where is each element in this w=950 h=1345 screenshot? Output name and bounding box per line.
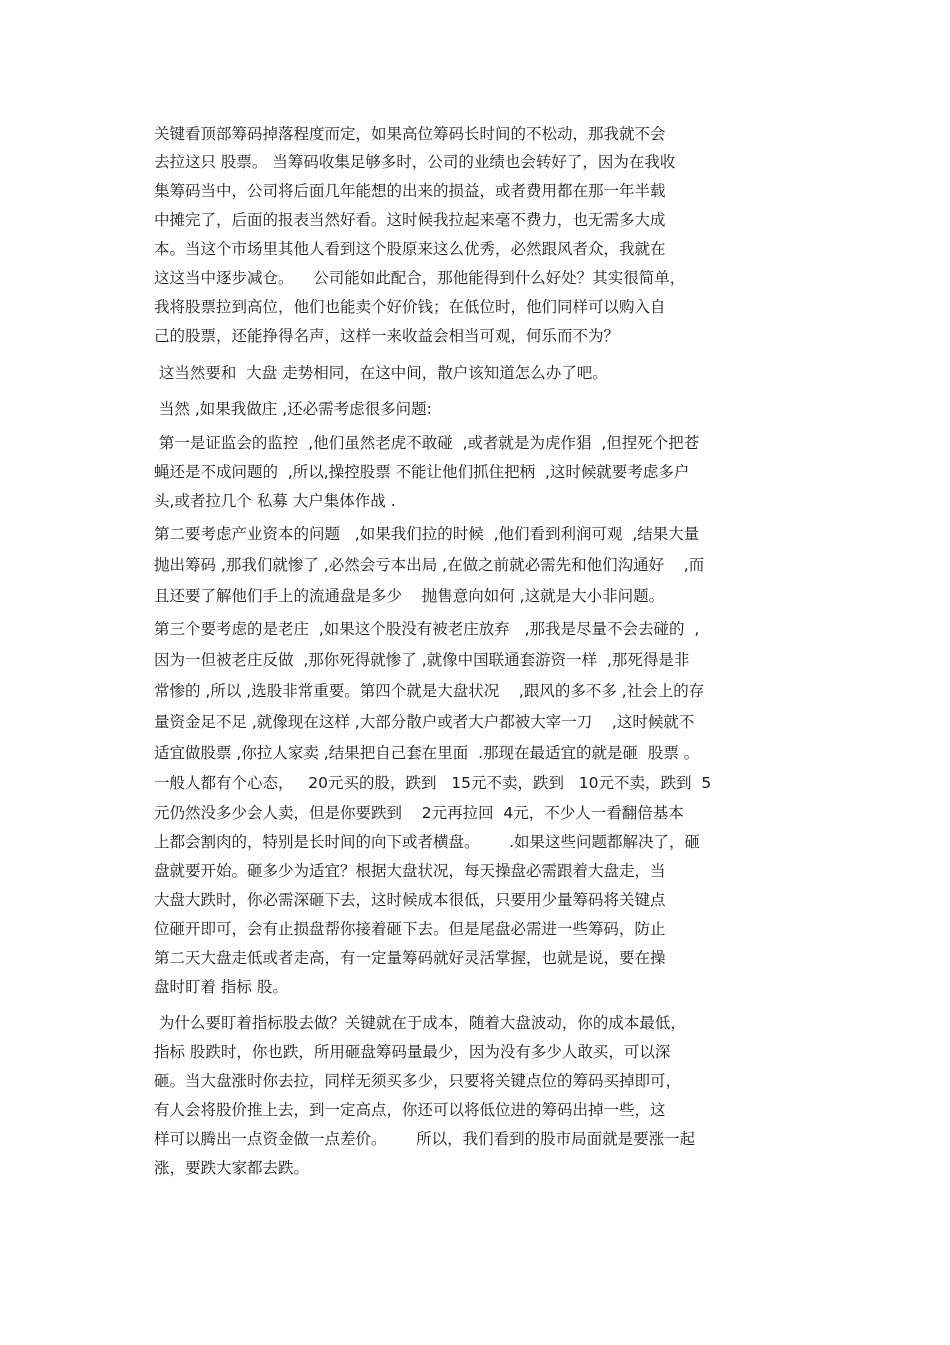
text-line: 我将股票拉到高位，他们也能卖个好价钱；在低位时，他们同样可以购入自 bbox=[154, 298, 666, 316]
text-line: 当然 ,如果我做庄 ,还必需考虑很多问题: bbox=[154, 400, 432, 418]
text-line: 第三个要考虑的是老庄 ,如果这个股没有被老庄放弃 ,那我是尽量不会去碰的 , bbox=[154, 620, 700, 638]
text-line: 一般人都有个心态， 20元买的股，跌到 15元不卖，跌到 10元不卖，跌到 5 bbox=[154, 774, 712, 792]
text-line: 第二要考虑产业资本的问题 ,如果我们拉的时候 ,他们看到利润可观 ,结果大量 bbox=[154, 525, 700, 543]
text-line: 蝇还是不成问题的 ,所以,操控股票 不能让他们抓住把柄 ,这时候就要考虑多户 bbox=[154, 463, 690, 481]
text-line: 去拉这只 股票。 当筹码收集足够多时，公司的业绩也会转好了，因为在我收 bbox=[154, 153, 676, 171]
text-line: 指标 股跌时，你也跌，所用砸盘筹码量最少，因为没有多少人敢买，可以深 bbox=[154, 1043, 671, 1061]
text-line: 涨，要跌大家都去跌。 bbox=[154, 1159, 310, 1177]
text-line: 为什么要盯着指标股去做？关键就在于成本，随着大盘波动，你的成本最低， bbox=[154, 1014, 686, 1032]
text-line: 元仍然没多少会人卖，但是你要跌到 2元再拉回 4元，不少人一看翻倍基本 bbox=[154, 804, 684, 822]
text-line: 有人会将股价推上去，到一定高点，你还可以将低位进的筹码出掉一些，这 bbox=[154, 1101, 666, 1119]
text-line: 适宜做股票 ,你拉人家卖 ,结果把自己套在里面 .那现在最适宜的就是砸 股票 。 bbox=[154, 744, 700, 762]
text-line: 上都会割肉的，特别是长时间的向下或者横盘。 .如果这些问题都解决了，砸 bbox=[154, 833, 700, 851]
text-line: 盘就要开始。砸多少为适宜？根据大盘状况，每天操盘必需跟着大盘走，当 bbox=[154, 862, 666, 880]
text-line: 这这当中逐步减仓。 公司能如此配合，那他能得到什么好处？其实很简单， bbox=[154, 269, 686, 287]
text-line: 中摊完了，后面的报表当然好看。这时候我拉起来毫不费力，也无需多大成 bbox=[154, 211, 666, 229]
text-line: 砸。当大盘涨时你去拉，同样无须买多少，只要将关键点位的筹码买掉即可， bbox=[154, 1072, 682, 1090]
text-line: 集筹码当中，公司将后面几年能想的出来的损益，或者费用都在那一年半载 bbox=[154, 182, 666, 200]
text-line: 样可以腾出一点资金做一点差价。 所以，我们看到的股市局面就是要涨一起 bbox=[154, 1130, 696, 1148]
text-line: 第二天大盘走低或者走高，有一定量筹码就好灵活掌握，也就是说，要在操 bbox=[154, 949, 666, 967]
text-line: 头,或者拉几个 私募 大户集体作战 . bbox=[154, 492, 396, 510]
text-line: 常惨的 ,所以 ,选股非常重要。第四个就是大盘状况 ,跟风的多不多 ,社会上的存 bbox=[154, 682, 705, 700]
text-line: 关键看顶部筹码掉落程度而定，如果高位筹码长时间的不松动，那我就不会 bbox=[154, 125, 666, 143]
text-line: 位砸开即可，会有止损盘帮你接着砸下去。但是尾盘必需进一些筹码，防止 bbox=[154, 920, 666, 938]
text-line: 本。当这个市场里其他人看到这个股原来这么优秀，必然跟风者众，我就在 bbox=[154, 240, 666, 258]
text-line: 己的股票，还能挣得名声，这样一来收益会相当可观，何乐而不为？ bbox=[154, 327, 620, 345]
text-line: 这当然要和 大盘 走势相同，在这中间，散户该知道怎么办了吧。 bbox=[154, 364, 608, 382]
text-line: 量资金足不足 ,就像现在这样 ,大部分散户或者大户都被大宰一刀 ,这时候就不 bbox=[154, 713, 695, 731]
text-line: 因为一但被老庄反做 ,那你死得就惨了 ,就像中国联通套游资一样 ,那死得是非 bbox=[154, 651, 690, 669]
text-line: 且还要了解他们手上的流通盘是多少 抛售意向如何 ,这就是大小非问题。 bbox=[154, 587, 665, 605]
text-line: 大盘大跌时，你必需深砸下去，这时候成本很低，只要用少量筹码将关键点 bbox=[154, 891, 666, 909]
text-line: 盘时盯着 指标 股。 bbox=[154, 978, 288, 996]
text-line: 抛出筹码 ,那我们就惨了 ,必然会亏本出局 ,在做之前就必需先和他们沟通好 ,而 bbox=[154, 556, 705, 574]
text-line: 第一是证监会的监控 ,他们虽然老虎不敢碰 ,或者就是为虎作猖 ,但捏死个把苍 bbox=[154, 434, 700, 452]
